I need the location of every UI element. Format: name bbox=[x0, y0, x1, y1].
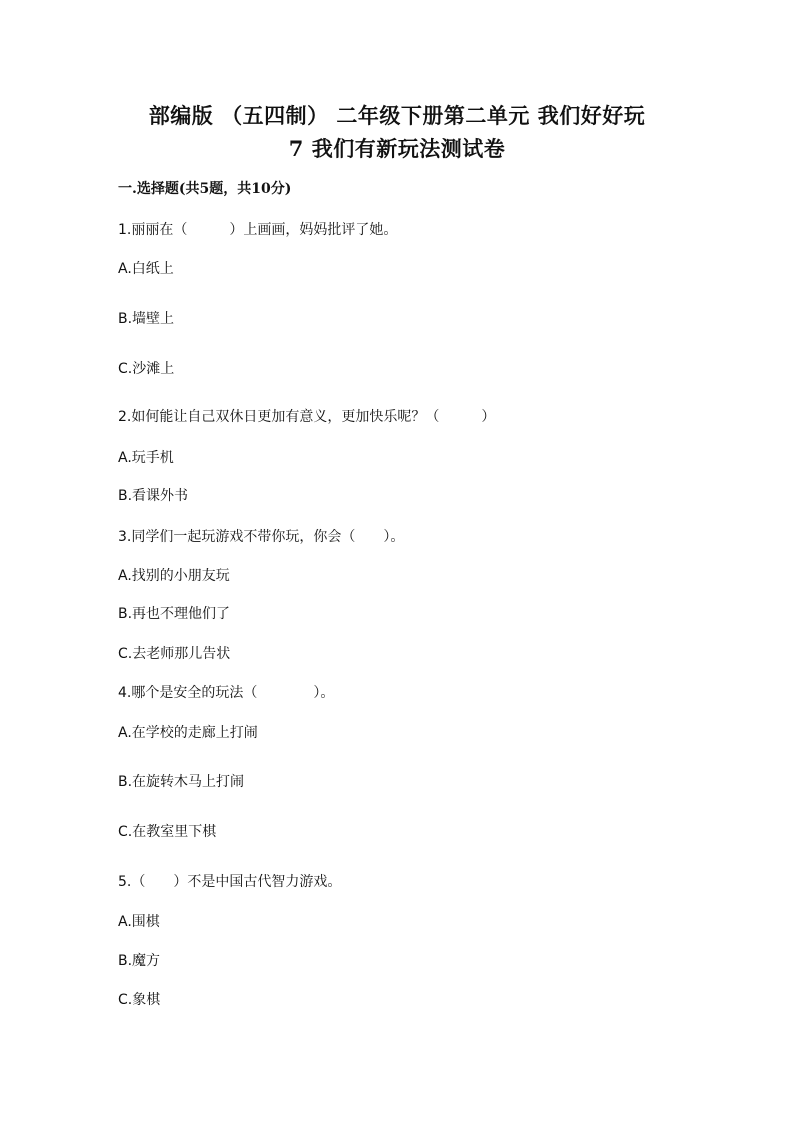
question-4: 4.哪个是安全的玩法（ ）。 bbox=[118, 685, 335, 701]
question-3: 3.同学们一起玩游戏不带你玩，你会（ ）。 bbox=[118, 529, 405, 545]
question-4-option-b: B.在旋转木马上打闹 bbox=[118, 774, 245, 790]
question-1-option-a: A.白纸上 bbox=[118, 261, 174, 277]
question-2: 2.如何能让自己双休日更加有意义，更加快乐呢？（ ） bbox=[118, 409, 496, 425]
page-subtitle: 7 我们有新玩法测试卷 bbox=[288, 136, 506, 161]
question-2-option-a: A.玩手机 bbox=[118, 450, 174, 466]
page-title: 部编版 （五四制） 二年级下册第二单元 我们好好玩 bbox=[148, 103, 646, 128]
question-5-option-b: B.魔方 bbox=[118, 953, 161, 969]
question-3-option-b: B.再也不理他们了 bbox=[118, 606, 231, 622]
question-1: 1.丽丽在（ ）上画画，妈妈批评了她。 bbox=[118, 222, 398, 238]
question-1-option-b: B.墙壁上 bbox=[118, 311, 175, 327]
section-heading: 一.选择题(共5题，共10分) bbox=[118, 181, 292, 197]
question-2-option-b: B.看课外书 bbox=[118, 488, 189, 504]
question-5-option-c: C.象棋 bbox=[118, 992, 161, 1008]
question-3-option-c: C.去老师那儿告状 bbox=[118, 646, 231, 662]
question-4-option-a: A.在学校的走廊上打闹 bbox=[118, 725, 258, 741]
question-5-option-a: A.围棋 bbox=[118, 914, 160, 930]
question-1-option-c: C.沙滩上 bbox=[118, 361, 175, 377]
question-3-option-a: A.找别的小朋友玩 bbox=[118, 568, 230, 584]
question-4-option-c: C.在教室里下棋 bbox=[118, 824, 217, 840]
question-5: 5.（ ）不是中国古代智力游戏。 bbox=[118, 874, 342, 890]
